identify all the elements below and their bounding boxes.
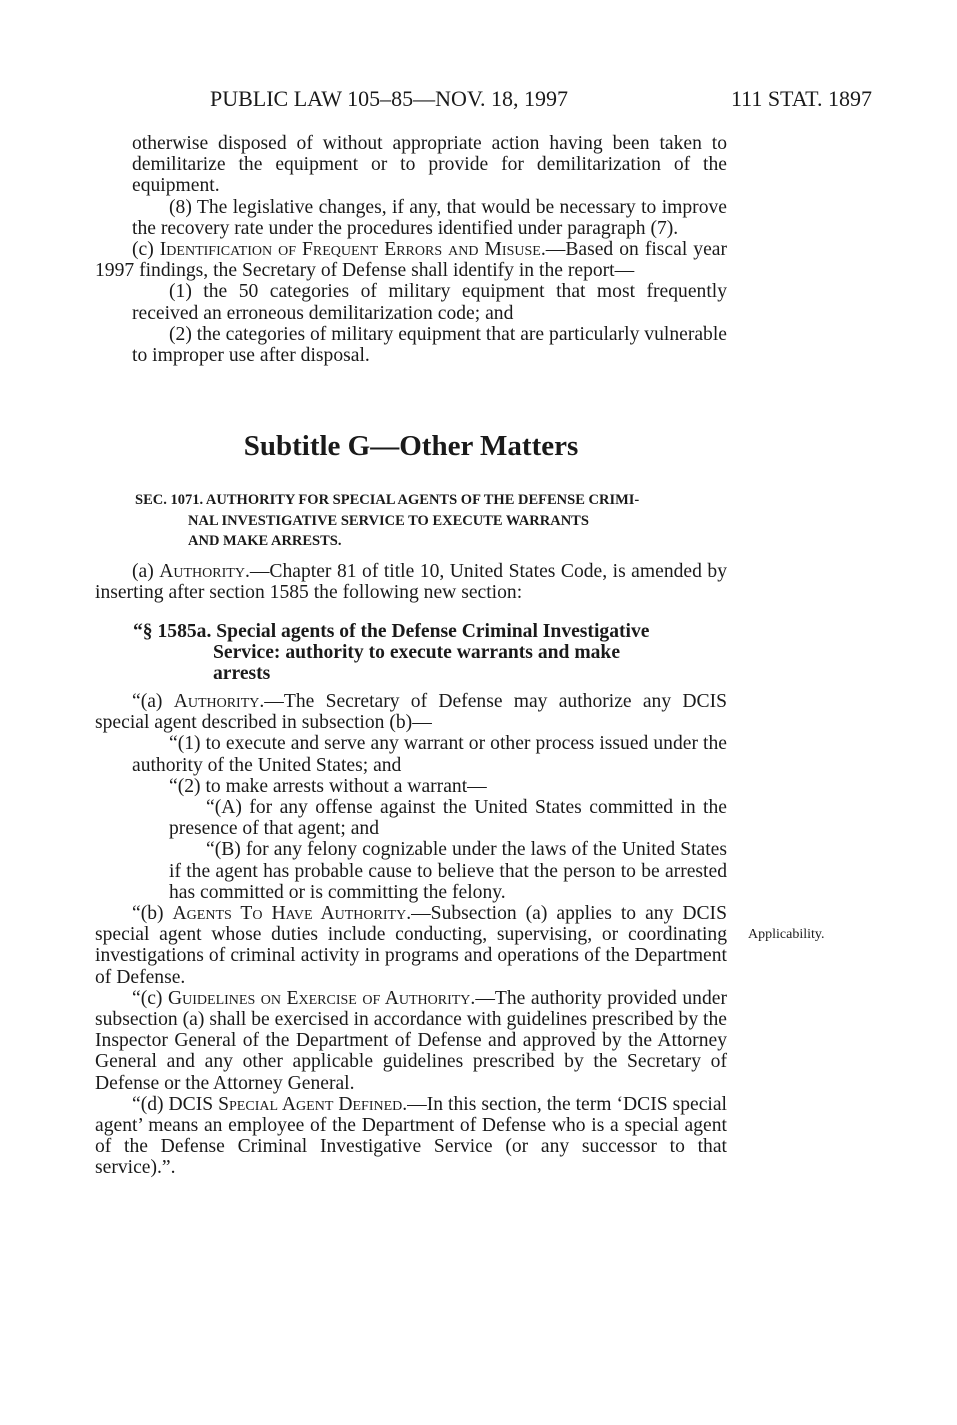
top-text-block [95,133,727,366]
new-subsection-a-heading: Authority [173,691,260,712]
new-subparagraph-A: “(A) for any offense against the United States committed in the presence of that agent; and [169,797,727,840]
new-section-heading-line2: Service: authority to execute warrants and make [213,642,621,664]
new-subsection-b-heading: Agents To Have Authority [172,903,407,925]
new-subsection-a: “(a) Authority.—The Secretary of Defense may authorize any DCIS special agent described in subsection (b)— [95,691,727,734]
paragraph-8: (8) The legislative changes, if any, that would be necessary to improve the recovery rate under the procedures identified under paragraph (7). [132,196,727,239]
section-number: SEC. 1071. [135,492,204,508]
section-a-block [95,561,727,603]
new-section-heading-line3: arrests [213,663,271,685]
paragraph-c1: (1) the 50 categories of military equipment that most frequently received an erroneous demilitarization code; and [132,281,727,324]
subsection-c-heading: Identification of Frequent Errors and Misuse [159,239,541,261]
new-subsection-d: “(d) DCIS Special Agent Defined.—In this section, the term ‘DCIS special agent’ means an employee of the Department of Defense who is a special agent of the Defense Criminal Investigative Service (or any successor to that service).”. [95,1093,728,1179]
new-subsection-d-heading: Special Agent Defined [218,1093,403,1115]
header-public-law: PUBLIC LAW 105–85—NOV. 18, 1997 [210,86,568,111]
paragraph-continuation: otherwise disposed of without appropriate action having been taken to demilitarize the equipment or to provide for demilitarization of the equipment. [132,133,727,197]
section-heading-line1: SEC. 1071. AUTHORITY FOR SPECIAL AGENTS OF THE DEFENSE CRIMI- [135,492,640,508]
header-stat-page: 111 STAT. 1897 [730,86,872,111]
new-section-body [95,691,727,1179]
paragraph-c2: (2) the categories of military equipment that are particularly vulnerable to improper use after disposal. [132,323,727,367]
new-subparagraph-B: “(B) for any felony cognizable under the laws of the United States if the agent has probable cause to believe that the person to be arrested has committed or is committing the felony. [169,839,727,903]
new-paragraph-a1: “(1) to execute and serve any warrant or other process issued under the authority of the United States; and [132,733,727,776]
new-paragraph-a2: “(2) to make arrests without a warrant— [169,775,487,797]
section-heading-line2: NAL INVESTIGATIVE SERVICE TO EXECUTE WARRANTS [188,512,589,529]
subtitle-heading: Subtitle G—Other Matters [243,430,579,462]
section-heading [135,490,727,552]
section-subsection-a-heading: Authority [159,561,245,582]
new-subsection-c-heading: Guidelines on Exercise of Authority [167,987,471,1009]
section-subsection-a: (a) Authority.—Chapter 81 of title 10, United States Code, is amended by inserting after section 1585 the following new section: [95,561,727,604]
subsection-c: (c) Identification of Frequent Errors and Misuse.—Based on fiscal year 1997 findings, the Secretary of Defense shall identify in the report— [95,239,728,282]
running-head [210,86,872,112]
margin-note-applicability: Applicability. [748,927,825,942]
new-section-heading [133,621,727,685]
new-section-heading-line1: “§ 1585a. Special agents of the Defense Criminal Investigative [133,621,650,642]
new-subsection-b: “(b) Agents To Have Authority.—Subsection (a) applies to any DCIS special agent whose duties include conducting, supervising, or coordinating investigations of criminal activity in programs and operations of the Department of Defense. [95,903,727,988]
section-heading-line3: AND MAKE ARRESTS. [188,533,342,549]
new-subsection-c: “(c) Guidelines on Exercise of Authority.—The authority provided under subsection (a) shall be exercised in accordance with guidelines prescribed by the Inspector General of the Department of Defense and approved by the Attorney General and any other applicable guidelines prescribed by the Secretary of Defense or the Attorney General. [95,987,727,1094]
